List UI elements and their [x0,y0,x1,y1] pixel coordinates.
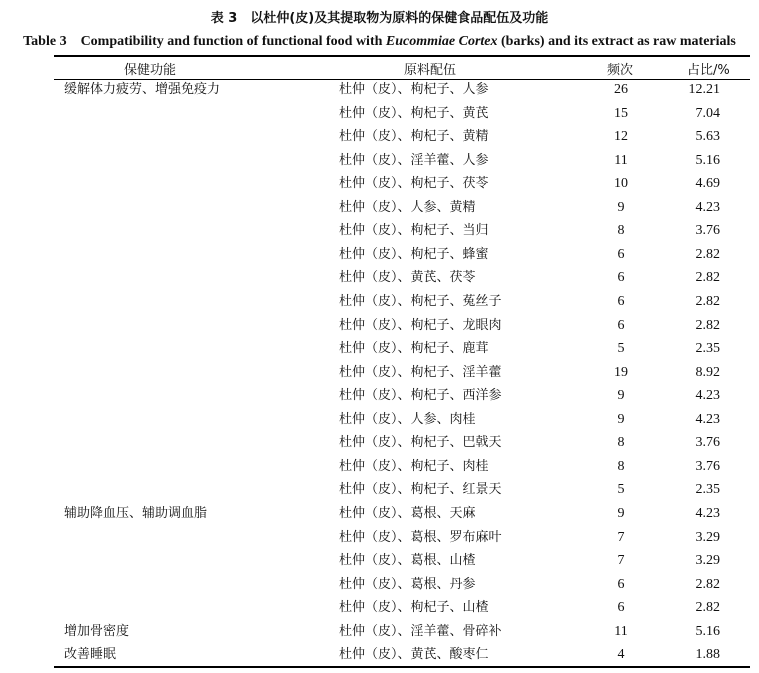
ingredients-cell: 杜仲（皮）、枸杞子、蜂蜜 [339,246,489,262]
percentage-cell: 4.69 [695,176,720,192]
frequency-cell: 15 [614,105,628,121]
ingredients-cell: 杜仲（皮）、葛根、罗布麻叶 [339,529,502,545]
function-cell: 缓解体力疲劳、增强免疫力 [64,82,221,97]
frequency-cell: 5 [617,482,625,498]
table-title-chinese: 表 3 以杜仲(皮)及其提取物为原料的保健食品配伍及功能 [210,11,549,26]
header-function: 保健功能 [124,63,177,78]
ingredients-cell: 杜仲（皮）、枸杞子、茯苓 [339,176,489,192]
percentage-cell: 1.88 [695,647,720,663]
percentage-cell: 5.16 [695,623,720,639]
frequency-cell: 5 [617,341,625,357]
function-cell: 改善睡眠 [64,647,117,663]
percentage-cell: 3.29 [695,553,720,568]
ingredients-cell: 杜仲（皮）、枸杞子、红景天 [339,482,502,498]
header-percentage: 占比/% [687,63,730,78]
header-rule [54,79,750,80]
title-en-suffix: (barks) and its extract as raw materials [497,34,736,49]
header-frequency: 频次 [607,63,634,78]
ingredients-cell: 杜仲（皮）、黄芪、茯苓 [339,270,476,286]
frequency-cell: 7 [617,529,625,545]
title-en-prefix: Table 3 Compatibility and function of functional food with [23,34,386,49]
percentage-cell: 4.23 [695,411,720,427]
ingredients-cell: 杜仲（皮）、葛根、山楂 [339,553,476,568]
ingredients-cell: 杜仲（皮）、枸杞子、菟丝子 [339,294,502,309]
ingredients-cell: 杜仲（皮）、葛根、丹参 [339,576,476,592]
ingredients-cell: 杜仲（皮）、枸杞子、巴戟天 [339,435,502,451]
frequency-cell: 11 [614,623,628,639]
ingredients-cell: 杜仲（皮）、黄芪、酸枣仁 [339,647,489,663]
percentage-cell: 2.82 [695,576,720,592]
frequency-cell: 19 [614,364,628,380]
frequency-cell: 9 [617,199,625,215]
frequency-cell: 6 [617,317,625,333]
ingredients-cell: 杜仲（皮）、葛根、天麻 [339,505,476,521]
frequency-cell: 8 [617,458,625,474]
frequency-cell: 12 [614,129,628,145]
percentage-cell: 3.76 [695,435,720,451]
ingredients-cell: 杜仲（皮）、淫羊藿、骨碎补 [339,623,502,639]
frequency-cell: 6 [617,270,625,286]
header-ingredients: 原料配伍 [404,63,457,78]
ingredients-cell: 杜仲（皮）、人参、肉桂 [339,411,476,427]
frequency-cell: 6 [617,600,625,616]
table-title-english [0,30,759,50]
percentage-cell: 3.76 [695,223,720,239]
frequency-cell: 8 [617,435,625,451]
frequency-cell: 6 [617,246,625,262]
percentage-cell: 3.29 [695,529,720,545]
percentage-cell: 8.92 [695,364,720,380]
frequency-cell: 7 [617,553,625,568]
function-cell: 辅助降血压、辅助调血脂 [64,505,208,521]
ingredients-cell: 杜仲（皮）、枸杞子、黄芪 [339,105,489,121]
percentage-cell: 12.21 [688,82,720,97]
ingredients-cell: 杜仲（皮）、枸杞子、当归 [339,223,489,239]
percentage-cell: 2.82 [695,317,720,333]
ingredients-cell: 杜仲（皮）、人参、黄精 [339,199,476,215]
frequency-cell: 10 [614,176,628,192]
percentage-cell: 2.82 [695,270,720,286]
percentage-cell: 2.35 [695,482,720,498]
top-rule [54,55,750,57]
percentage-cell: 5.16 [695,152,720,168]
percentage-cell: 4.23 [695,388,720,404]
percentage-cell: 3.76 [695,458,720,474]
percentage-cell: 4.23 [695,505,720,521]
frequency-cell: 4 [617,647,625,663]
percentage-cell: 7.04 [695,105,720,121]
ingredients-cell: 杜仲（皮）、枸杞子、龙眼肉 [339,317,502,333]
percentage-cell: 2.82 [695,246,720,262]
percentage-cell: 5.63 [695,129,720,145]
ingredients-cell: 杜仲（皮）、枸杞子、人参 [339,82,489,97]
ingredients-cell: 杜仲（皮）、枸杞子、鹿茸 [339,341,489,357]
frequency-cell: 8 [617,223,625,239]
frequency-cell: 26 [614,82,628,97]
frequency-cell: 9 [617,388,625,404]
ingredients-cell: 杜仲（皮）、枸杞子、黄精 [339,129,489,145]
title-en-italic: Eucommiae Cortex [385,34,498,49]
ingredients-cell: 杜仲（皮）、枸杞子、淫羊藿 [339,364,502,380]
ingredients-cell: 杜仲（皮）、枸杞子、西洋参 [339,388,502,404]
function-cell: 增加骨密度 [64,623,130,639]
frequency-cell: 6 [617,576,625,592]
frequency-cell: 9 [617,505,625,521]
ingredients-cell: 杜仲（皮）、枸杞子、肉桂 [339,458,489,474]
bottom-rule [54,666,750,668]
ingredients-cell: 杜仲（皮）、枸杞子、山楂 [339,600,489,616]
frequency-cell: 9 [617,411,625,427]
percentage-cell: 2.82 [695,294,720,309]
percentage-cell: 4.23 [695,199,720,215]
percentage-cell: 2.35 [695,341,720,357]
ingredients-cell: 杜仲（皮）、淫羊藿、人参 [339,152,489,168]
frequency-cell: 11 [614,152,628,168]
frequency-cell: 6 [617,294,625,309]
percentage-cell: 2.82 [695,600,720,616]
